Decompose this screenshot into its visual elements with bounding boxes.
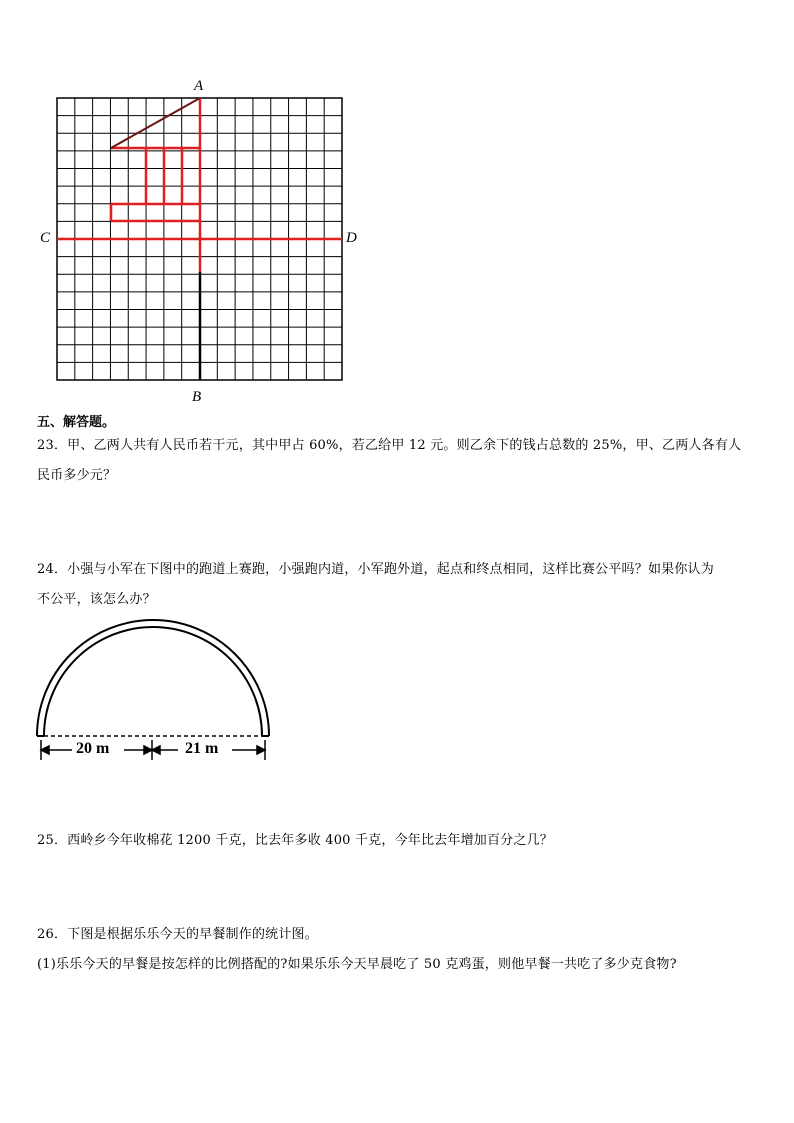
question-23 <box>37 431 767 491</box>
question-number: 23． <box>37 438 68 453</box>
dimension-label-left: 20 m <box>76 740 110 757</box>
question-text: 下图是根据乐乐今天的早餐制作的统计图。 <box>67 927 318 942</box>
label-a: A <box>194 78 204 94</box>
question-text: 甲、乙两人共有人民币若干元，其中甲占 60%，若乙给甲 12 元。则乙余下的钱占总数的 25%，甲、乙两人各有人 <box>67 438 742 453</box>
question-text: 小强与小军在下图中的跑道上赛跑，小强跑内道，小军跑外道，起点和终点相同，这样比赛公平吗？如果你认为 <box>67 562 714 577</box>
label-c: C <box>40 230 51 246</box>
question-26 <box>37 920 777 980</box>
grid-figure <box>30 75 370 410</box>
diagonal-line <box>111 98 200 148</box>
question-number: 25． <box>37 833 68 848</box>
question-number: 26． <box>37 927 68 942</box>
question-text-cont: 民币多少元？ <box>37 468 117 483</box>
section-title: 五、解答题。 <box>37 415 116 430</box>
label-b: B <box>192 389 202 405</box>
question-24 <box>37 555 767 615</box>
question-subpart: (1)乐乐今天的早餐是按怎样的比例搭配的?如果乐乐今天早晨吃了 50 克鸡蛋，则他早餐一共吃了多少克食物? <box>37 957 677 972</box>
question-text-cont: 不公平，该怎么办？ <box>37 592 156 607</box>
question-text: 西岭乡今年收棉花 1200 千克，比去年多收 400 千克，今年比去年增加百分之几？ <box>67 833 553 848</box>
inner-track <box>44 627 262 736</box>
label-d: D <box>346 230 357 246</box>
question-25 <box>37 826 767 856</box>
track-figure <box>30 615 280 765</box>
dimension-label-right: 21 m <box>185 740 219 757</box>
question-number: 24． <box>37 562 68 577</box>
red-figure <box>57 98 342 272</box>
outer-track <box>37 620 269 736</box>
